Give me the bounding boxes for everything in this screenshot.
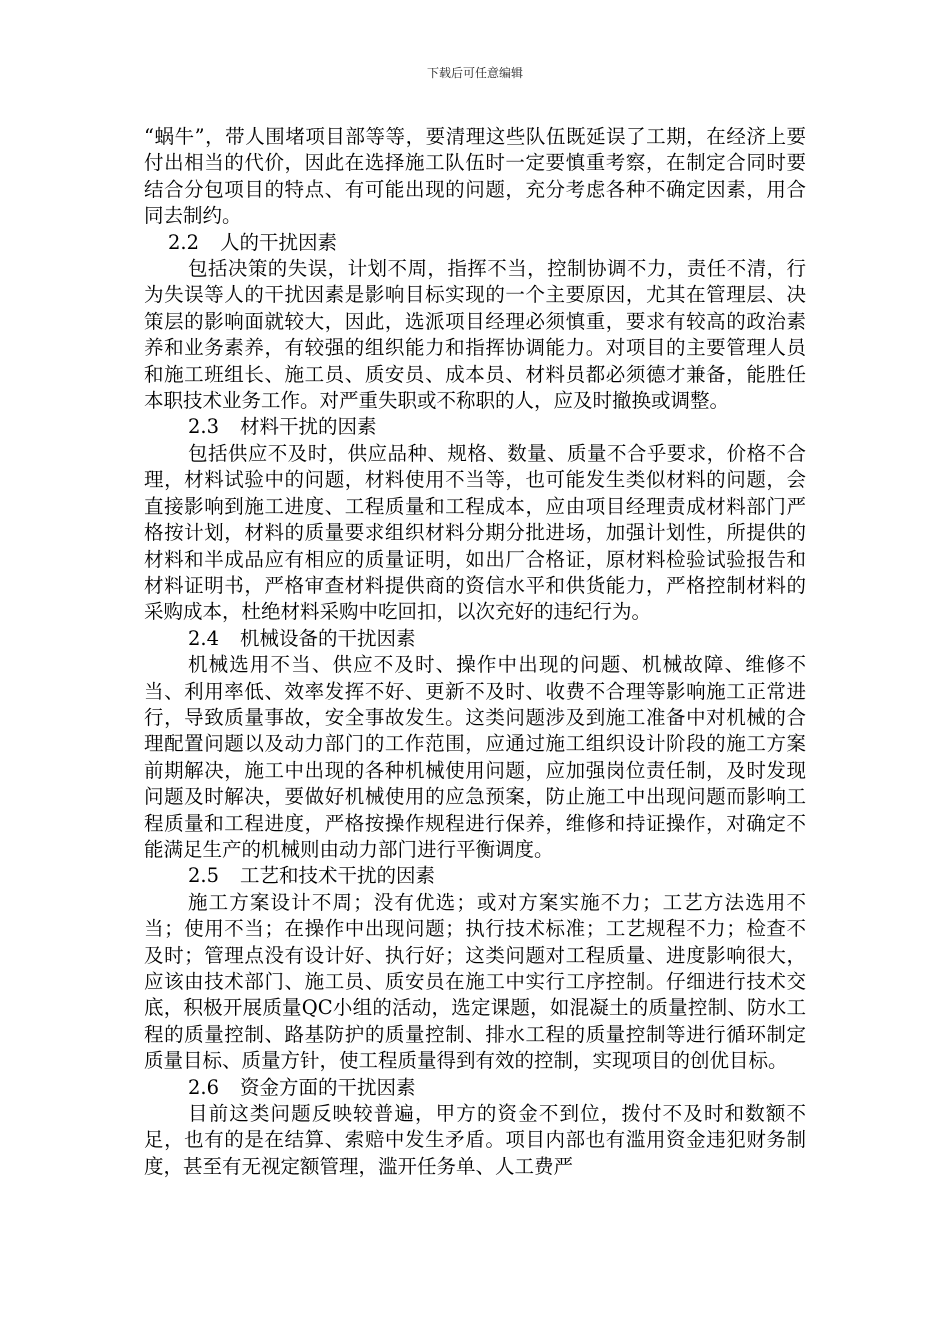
section-paragraph-2-3: 包括供应不及时，供应品种、规格、数量、质量不合乎要求，价格不合理，材料试验中的问题，材料使用不当等，也可能发生类似材料的问题，会直接影响到施工进度、工程质量和工程成本，应由项目经理责成材料部门严格按计划，材料的质量要求组织材料分期分批进场，加强计划性，所提供的材料和半成品应有相应的质量证明，如出厂合格证，原材料检验试验报告和材料证明书，严格审查材料提供商的资信水平和供货能力，严格控制材料的采购成本，杜绝材料采购中吃回扣，以次充好的违纪行为。: [144, 441, 806, 624]
section-title: 工艺和技术干扰的因素: [240, 864, 436, 888]
section-heading-2-4: [144, 626, 806, 652]
section-paragraph-2-4: 机械选用不当、供应不及时、操作中出现的问题、机械故障、维修不当、利用率低、效率发挥不好、更新不及时、收费不合理等影响施工正常进行，导致质量事故，安全事故发生。这类问题涉及到施工准备中对机械的合理配置问题以及动力部门的工作范围，应通过施工组织设计阶段的施工方案前期解决，施工中出现的各种机械使用问题，应加强岗位责任制，及时发现问题及时解决，要做好机械使用的应急预案，防止施工中出现问题而影响工程质量和工程进度，严格按操作规程进行保养，维修和持证操作，对确定不能满足生产的机械则由动力部门进行平衡调度。: [144, 653, 806, 861]
page-header: 下载后可任意编辑: [426, 66, 523, 80]
document-body: [144, 124, 806, 1180]
intro-paragraph: “蜗牛”，带人围堵项目部等等，要清理这些队伍既延误了工期，在经济上要付出相当的代价，因此在选择施工队伍时一定要慎重考察，在制定合同时要结合分包项目的特点、有可能出现的问题，充分考虑各种不确定因素，用合同去制约。: [144, 125, 806, 228]
section-heading-2-3: [144, 414, 806, 440]
section-title: 人的干扰因素: [220, 230, 338, 254]
section-heading-2-6: [144, 1075, 806, 1101]
section-number: 2.3: [188, 415, 220, 439]
section-number: 2.2: [168, 230, 200, 254]
section-title: 资金方面的干扰因素: [240, 1075, 416, 1099]
section-title: 机械设备的干扰因素: [240, 626, 416, 650]
section-paragraph-2-2: 包括决策的失误，计划不周，指挥不当，控制协调不力，责任不清，行为失误等人的干扰因素是影响目标实现的一个主要原因，尤其在管理层、决策层的影响面就较大，因此，选派项目经理必须慎重，要求有较高的政治素养和业务素养，有较强的组织能力和指挥协调能力。对项目的主要管理人员和施工班组长、施工员、质安员、成本员、材料员都必须德才兼备，能胜任本职技术业务工作。对严重失职或不称职的人，应及时撤换或调整。: [144, 257, 806, 413]
section-heading-2-2: [144, 230, 806, 256]
section-number: 2.4: [188, 626, 220, 650]
section-number: 2.5: [188, 864, 220, 888]
section-title: 材料干扰的因素: [240, 415, 377, 439]
section-number: 2.6: [188, 1075, 220, 1099]
section-paragraph-2-6: 目前这类问题反映较普遍，甲方的资金不到位，拨付不及时和数额不足，也有的是在结算、索赔中发生矛盾。项目内部也有滥用资金违犯财务制度，甚至有无视定额管理，滥开任务单、人工费严: [144, 1102, 806, 1178]
section-heading-2-5: [144, 863, 806, 889]
section-paragraph-2-5: 施工方案设计不周；没有优选；或对方案实施不力；工艺方法选用不当；使用不当；在操作中出现问题；执行技术标准；工艺规程不力；检查不及时；管理点没有设计好、执行好；这类问题对工程质量、进度影响很大，应该由技术部门、施工员、质安员在施工中实行工序控制。仔细进行技术交底，积极开展质量QC小组的活动，选定课题，如混凝土的质量控制、防水工程的质量控制、路基防护的质量控制、排水工程的质量控制等进行循环制定质量目标、质量方针，使工程质量得到有效的控制，实现项目的创优目标。: [144, 890, 806, 1073]
